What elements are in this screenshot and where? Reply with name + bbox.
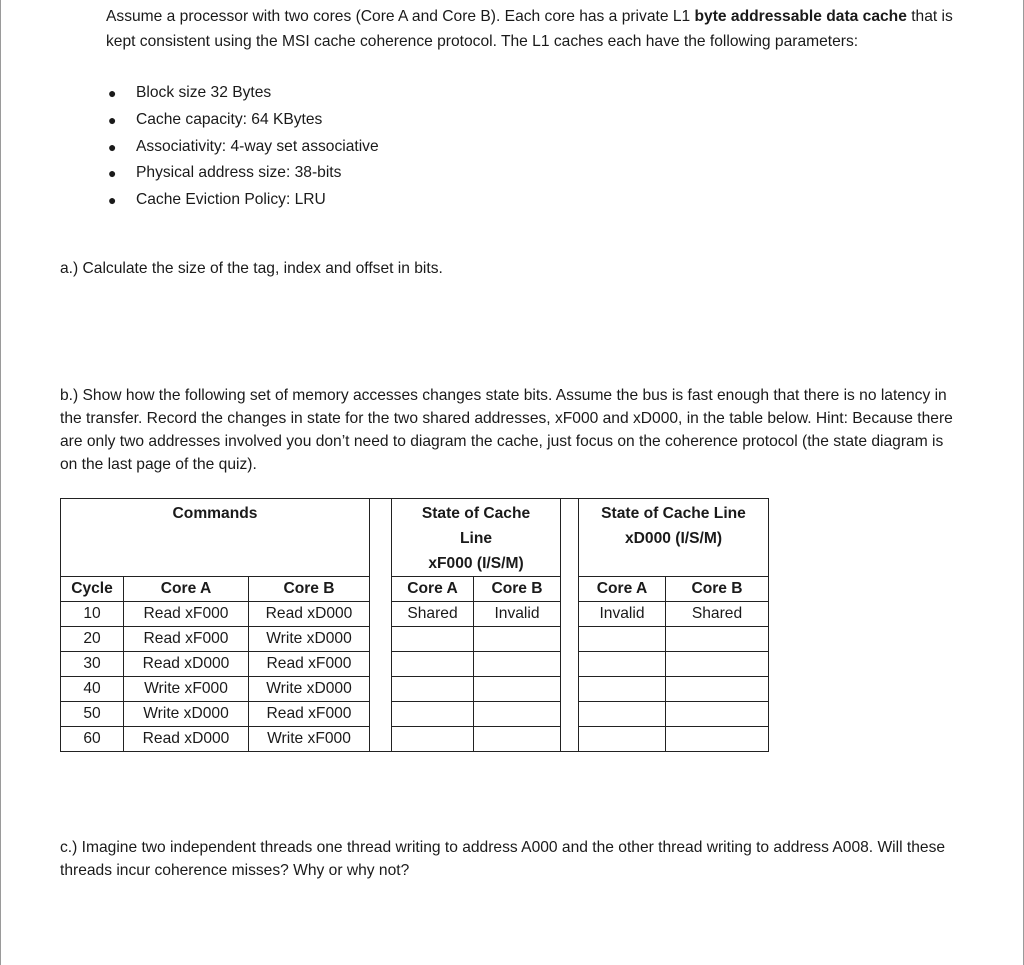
f000-core-b-state-cell[interactable] <box>474 652 561 677</box>
f000-core-b-state-cell[interactable] <box>474 627 561 652</box>
parameter-text: Block size 32 Bytes <box>136 84 272 101</box>
d000-core-b-state-cell[interactable] <box>666 702 769 727</box>
bullet-icon: ● <box>108 85 117 101</box>
cycle-cell: 40 <box>61 677 124 702</box>
state-f000-header-line1: State of Cache <box>421 505 531 522</box>
list-item <box>106 107 379 134</box>
cycle-cell: 30 <box>61 652 124 677</box>
list-item <box>106 80 379 107</box>
f000-core-a-header: Core A <box>392 577 474 602</box>
column-spacer <box>370 499 392 752</box>
core-b-command-cell: Read xD000 <box>249 602 370 627</box>
core-b-command-cell: Read xF000 <box>249 702 370 727</box>
state-d000-header-line2: xD000 (I/S/M) <box>624 530 723 547</box>
intro-paragraph <box>106 4 986 54</box>
core-b-command-cell: Write xD000 <box>249 677 370 702</box>
bullet-icon: ● <box>108 192 117 209</box>
commands-header <box>61 499 370 577</box>
f000-core-a-state-cell[interactable] <box>392 727 474 752</box>
list-item <box>106 187 379 214</box>
d000-core-b-header: Core B <box>666 577 769 602</box>
cycle-cell: 60 <box>61 727 124 752</box>
list-item <box>106 160 379 187</box>
state-f000-header-line3: xF000 (I/S/M) <box>428 555 524 572</box>
core-b-command-cell: Read xF000 <box>249 652 370 677</box>
page-border-left <box>0 0 1 965</box>
cycle-cell: 10 <box>61 602 124 627</box>
f000-core-a-state-cell[interactable]: Shared <box>392 602 474 627</box>
d000-core-a-state-cell[interactable] <box>579 727 666 752</box>
d000-core-a-state-cell[interactable] <box>579 677 666 702</box>
d000-core-a-state-cell[interactable]: Invalid <box>579 602 666 627</box>
intro-bold-text: byte addressable data cache <box>694 8 907 25</box>
core-a-command-cell: Read xD000 <box>124 652 249 677</box>
table-row <box>61 652 769 677</box>
core-b-command-cell: Write xF000 <box>249 727 370 752</box>
f000-core-a-state-cell[interactable] <box>392 627 474 652</box>
d000-core-a-header: Core A <box>579 577 666 602</box>
bullet-icon: ● <box>108 111 117 128</box>
state-f000-header-line2: Line <box>459 530 493 547</box>
f000-core-b-state-cell[interactable]: Invalid <box>474 602 561 627</box>
cycle-cell: 50 <box>61 702 124 727</box>
d000-core-b-state-cell[interactable]: Shared <box>666 602 769 627</box>
question-c: c.) Imagine two independent threads one thread writing to address A000 and the other thread writing to address A008. Will these threads incur coherence misses? Why or why not? <box>60 839 946 879</box>
f000-core-a-state-cell[interactable] <box>392 652 474 677</box>
column-spacer <box>561 499 579 752</box>
f000-core-b-header: Core B <box>474 577 561 602</box>
core-a-command-cell: Write xD000 <box>124 702 249 727</box>
d000-core-b-state-cell[interactable] <box>666 627 769 652</box>
d000-core-b-state-cell[interactable] <box>666 677 769 702</box>
bullet-icon: ● <box>108 165 117 182</box>
core-a-command-header: Core A <box>124 577 249 602</box>
parameter-text: Cache capacity: 64 KBytes <box>136 110 323 128</box>
f000-core-b-state-cell[interactable] <box>474 727 561 752</box>
core-a-command-cell: Write xF000 <box>124 677 249 702</box>
table-row <box>61 602 769 627</box>
core-b-command-cell: Write xD000 <box>249 627 370 652</box>
core-b-command-header: Core B <box>249 577 370 602</box>
coherence-state-table <box>60 498 769 752</box>
intro-text-1: Assume a processor with two cores (Core A and Core B). Each core has a private L1 <box>106 8 695 25</box>
bullet-icon: ● <box>108 138 117 155</box>
list-item <box>106 134 379 161</box>
f000-core-a-state-cell[interactable] <box>392 677 474 702</box>
table-row <box>61 627 769 652</box>
parameter-text: Physical address size: 38-bits <box>136 164 342 182</box>
intro-text-2: that is kept consistent using the MSI cache coherence protocol. The L1 caches each have the following parameters: <box>106 8 953 50</box>
d000-core-a-state-cell[interactable] <box>579 702 666 727</box>
cycle-column-header: Cycle <box>61 577 124 602</box>
state-d000-header <box>579 499 769 577</box>
d000-core-a-state-cell[interactable] <box>579 627 666 652</box>
d000-core-a-state-cell[interactable] <box>579 652 666 677</box>
cycle-cell: 20 <box>61 627 124 652</box>
f000-core-a-state-cell[interactable] <box>392 702 474 727</box>
core-a-command-cell: Read xF000 <box>124 602 249 627</box>
d000-core-b-state-cell[interactable] <box>666 652 769 677</box>
f000-core-b-state-cell[interactable] <box>474 702 561 727</box>
parameter-text: Associativity: 4-way set associative <box>136 137 379 155</box>
f000-core-b-state-cell[interactable] <box>474 677 561 702</box>
table-row <box>61 677 769 702</box>
question-a: a.) Calculate the size of the tag, index and offset in bits. <box>60 260 443 277</box>
question-b: b.) Show how the following set of memory accesses changes state bits. Assume the bus is fast enough that there is no latency in the transfer. Record the changes in state for the two shared addresses, xF000 and xD000, in the table below. Hint: Because there are only two addresses involved you don’t need to diagram the cache, just focus on the coherence protocol (the state diagram is on the last page of the quiz). <box>60 387 953 473</box>
core-a-command-cell: Read xF000 <box>124 627 249 652</box>
table-row <box>61 702 769 727</box>
cache-parameter-list <box>106 80 379 214</box>
parameter-text: Cache Eviction Policy: LRU <box>136 191 326 209</box>
table-row <box>61 727 769 752</box>
state-f000-header <box>392 499 561 577</box>
core-a-command-cell: Read xD000 <box>124 727 249 752</box>
state-d000-header-line1: State of Cache Line <box>601 505 746 522</box>
d000-core-b-state-cell[interactable] <box>666 727 769 752</box>
commands-header-text: Commands <box>172 505 258 522</box>
